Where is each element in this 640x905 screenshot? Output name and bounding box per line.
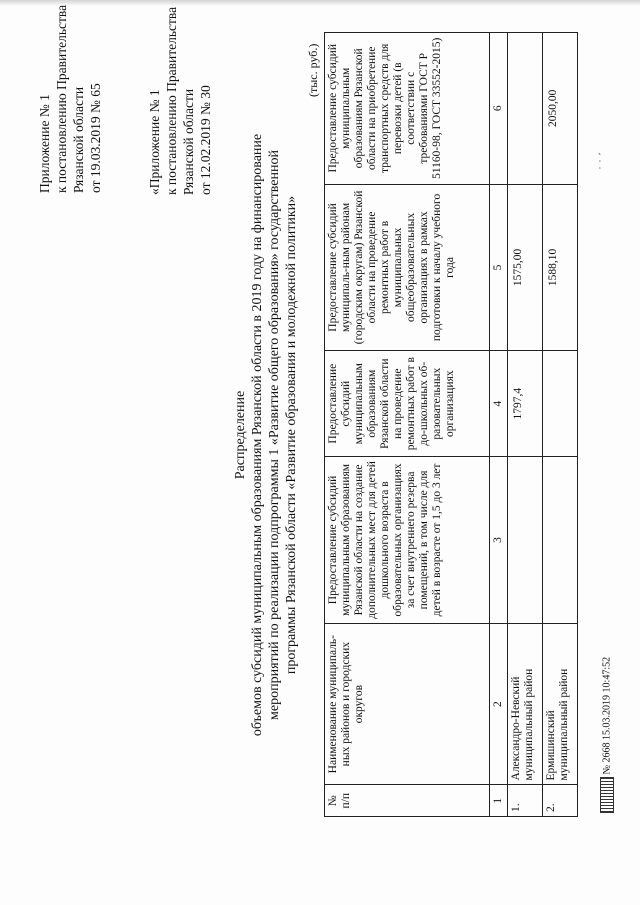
appendix-current-line4: от 19.03.2019 № 65 xyxy=(88,83,103,193)
appendix-previous-line3: Рязанской области xyxy=(181,88,196,195)
appendix-current-line1: Приложение № 1 xyxy=(37,94,52,193)
table-row xyxy=(543,33,578,817)
title-line2: объемов субсидий муниципальным образованиям Рязанской области в 2019 году на финансирование xyxy=(250,133,265,737)
row-col5: 1588,10 xyxy=(543,184,578,351)
appendix-previous-line2: к постановлению Правительства xyxy=(164,6,179,195)
header-col5: Предоставление субсидий муниципаль-ным районам (городским округам) Рязанской области на проведение ремонтных работ в муниципальных общеобразовательных организациях в рамках подготовки к началу учебного года xyxy=(325,184,490,351)
document-title xyxy=(232,125,300,745)
row-num: 2. xyxy=(543,785,578,817)
row-col4 xyxy=(543,351,578,457)
row-name: Александро-Невский муниципальный район xyxy=(508,623,543,785)
row-col5: 1575,00 xyxy=(508,184,543,351)
colnum-3: 3 xyxy=(490,457,508,624)
appendix-current xyxy=(36,5,104,193)
header-col3: Предоставление субсидий муниципальным образованиям Рязанской области на создание дополнительных мест для детей дошкольного возраста в образовательных организациях за счет внутреннего резерва помещений, в том числе для детей в возрасте от 1,5 до 3 лет xyxy=(325,457,490,624)
scan-marks: ˙ ˙ ´ xyxy=(596,152,610,170)
header-num: № п/п xyxy=(325,785,490,817)
row-num: 1. xyxy=(508,785,543,817)
doc-number: № 2668 xyxy=(601,742,613,775)
subsidy-table xyxy=(324,32,578,817)
colnum-2: 2 xyxy=(490,623,508,785)
title-line4: программы Рязанской области «Развитие образования и молодежной политики» xyxy=(284,195,299,675)
colnum-6: 6 xyxy=(490,33,508,185)
row-col3 xyxy=(508,457,543,624)
colnum-4: 4 xyxy=(490,351,508,457)
table-header-row xyxy=(325,33,490,817)
row-name: Ермишинский муниципальный район xyxy=(543,623,578,785)
barcode-icon xyxy=(600,777,614,813)
registration-stamp xyxy=(600,657,614,813)
appendix-previous-line4: от 12.02.2019 № 30 xyxy=(198,85,213,195)
appendix-previous-line1: «Приложение № 1 xyxy=(147,89,162,195)
row-col6: 2050,00 xyxy=(543,33,578,185)
unit-label: (тыс. руб.) xyxy=(306,43,320,97)
colnum-5: 5 xyxy=(490,184,508,351)
appendix-previous xyxy=(146,7,214,195)
appendix-current-line3: Рязанской области xyxy=(71,86,86,193)
row-col4: 1797,4 xyxy=(508,351,543,457)
row-col6 xyxy=(508,33,543,185)
header-name: Наименование муниципаль-ных районов и городских округов xyxy=(325,623,490,785)
header-col6: Предоставление субсидий муниципальным образованиям Рязанской области на приобретение транспортных средств для перевозки детей (в соответствии с требованиями ГОСТ Р 51160-98, ГОСТ 33552-2015) xyxy=(325,33,490,185)
title-line1: Распределение xyxy=(233,390,248,480)
appendix-current-line2: к постановлению Правительства xyxy=(54,4,69,193)
header-col4: Предоставление субсидий муниципальным образованиям Рязанской области на проведение ремонтных работ в до-школьных об-разовательных организациях xyxy=(325,351,490,457)
title-line3: мероприятий по реализации подпрограммы 1 «Развитие общего образования» государственной xyxy=(267,150,282,720)
table-row xyxy=(508,33,543,817)
table-column-numbers xyxy=(490,33,508,817)
row-col3 xyxy=(543,457,578,624)
colnum-1: 1 xyxy=(490,785,508,817)
doc-datetime: 15.03.2019 10:47:52 xyxy=(601,656,613,740)
